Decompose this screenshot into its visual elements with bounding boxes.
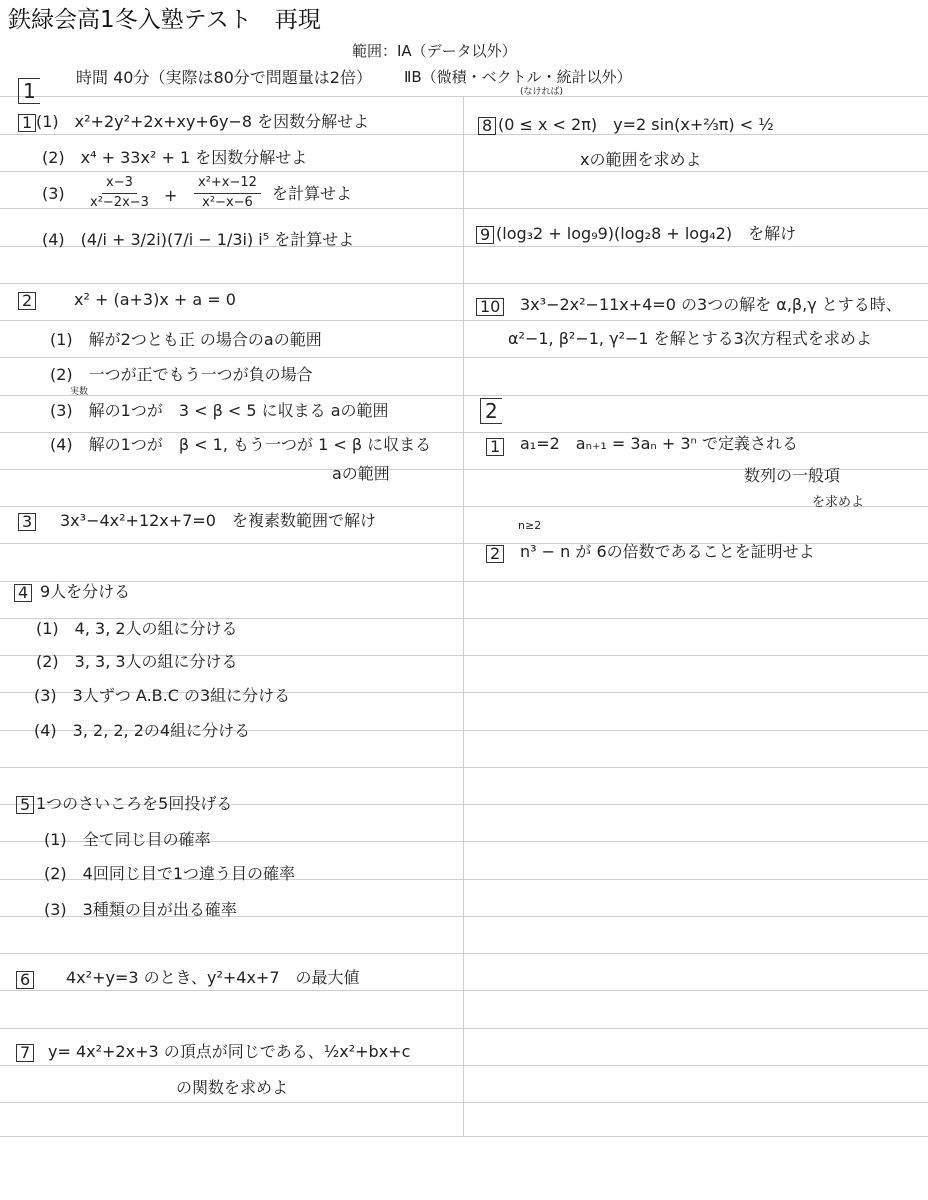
ruled-line [0,990,928,991]
fraction-numerator: x²+x−12 [194,176,261,194]
range-note: (なければ) [520,87,564,97]
question-number: 10 [476,298,504,316]
q2-part3-note: 実数 [70,387,89,397]
q8-text-2: xの範囲を求めよ [580,150,702,169]
q5-text: 1つのさいころを5回投げる [36,794,233,813]
fraction-denominator: x²−2x−3 [90,194,149,210]
range-label: 範囲：ⅠA（データ以外） [352,42,517,60]
ruled-line [0,1028,928,1029]
ruled-line [0,1065,928,1066]
q7-text-2: の関数を求めよ [176,1078,289,1097]
ruled-line [0,357,928,358]
fraction-1 [86,176,153,211]
q2-part1: (1) 解が2つとも正 の場合のaの範囲 [50,330,322,349]
question-number: 7 [16,1044,34,1062]
proof-statement: n³ − n が 6の倍数であることを証明せよ [520,542,815,561]
q4-part2: (2) 3, 3, 3人の組に分ける [36,652,238,671]
sequence-general-term: 数列の一般項 [744,466,841,485]
q4-part3: (3) 3人ずつ A.B.C の3組に分ける [34,686,291,705]
ruled-line [0,1102,928,1103]
q2-condition: n≥2 [518,519,542,532]
q5-part2: (2) 4回同じ目で1つ違う目の確率 [44,864,296,883]
q1-part1: (1) x²+2y²+2x+xy+6y−8 を因数分解せよ [36,112,370,131]
q2-part4-tail: aの範囲 [332,464,390,483]
q10-text-2: α²−1, β²−1, γ²−1 を解とする3次方程式を求めよ [508,329,872,348]
sequence-definition: a₁=2 aₙ₊₁ = 3aₙ + 3ⁿ で定義される [520,434,799,453]
q10-text: 3x³−2x²−11x+4=0 の3つの解を α,β,γ とする時、 [520,295,902,314]
fraction-denominator: x²−x−6 [202,194,253,210]
q1-part4: (4) (4/i + 3/2i)(7/i − 1/3i) i⁵ を計算せよ [42,230,355,249]
section2-mark: 2 [480,398,502,424]
question-number: 4 [14,584,32,602]
fraction-numerator: x−3 [102,176,137,194]
q4-text: 9人を分ける [40,582,131,601]
q2-part2: (2) 一つが正でもう一つが負の場合 [50,365,313,384]
ruled-line [0,134,928,135]
page-title: 鉄緑会高1冬入塾テスト 再現 [8,7,321,33]
q4-part4: (4) 3, 2, 2, 2の4組に分ける [34,721,251,740]
question-number: 8 [478,117,496,135]
plus-sign: + [164,186,178,205]
q2-part3: (3) 解の1つが 3 < β < 5 に収まる aの範囲 [50,401,389,420]
sequence-instruction: を求めよ [812,495,865,510]
q7-text: y= 4x²+2x+3 の頂点が同じである、½x²+bx+c [48,1042,411,1061]
question-number: 5 [16,796,34,814]
q6-text: 4x²+y=3 のとき、y²+4x+7 の最大値 [66,968,360,987]
question-number: 3 [18,513,36,531]
ruled-line [0,581,928,582]
q5-part1: (1) 全て同じ目の確率 [44,830,211,849]
q3-text: 3x³−4x²+12x+7=0 を複素数範囲で解け [60,511,376,530]
question-number: 9 [476,226,494,244]
q8-text: (0 ≤ x < 2π) y=2 sin(x+⅔π) < ½ [498,115,774,134]
ruled-line [0,767,928,768]
q1-part2: (2) x⁴ + 33x² + 1 を因数分解せよ [42,148,308,167]
ruled-line [0,506,928,507]
question-number: 1 [486,438,504,456]
q1-part3-tail: を計算せよ [272,184,353,203]
fraction-2 [194,176,261,211]
ruled-line [0,320,928,321]
ruled-line [0,395,928,396]
ruled-line [0,171,928,172]
ruled-line [0,283,928,284]
column-divider [463,96,464,1136]
question-number: 1 [18,114,36,132]
q9-text: (log₃2 + log₉9)(log₂8 + log₄2) を解け [496,224,797,243]
question-number: 2 [18,292,36,310]
q5-part3: (3) 3種類の目が出る確率 [44,900,237,919]
question-number: 2 [486,545,504,563]
ruled-line [0,96,928,97]
q1-part3-label: (3) [42,184,65,203]
ruled-line [0,432,928,433]
q4-part1: (1) 4, 3, 2人の組に分ける [36,619,238,638]
q2-part4: (4) 解の1つが β < 1, もう一つが 1 < β に収まる [50,435,432,454]
range-line2: ⅡB（微積・ベクトル・統計以外） [404,68,632,86]
ruled-line [0,1136,928,1137]
time-note: 時間 40分（実際は80分で問題量は2倍） [76,68,372,87]
section1-mark: 1 [18,78,40,104]
ruled-line [0,953,928,954]
question-number: 6 [16,971,34,989]
q2-equation: x² + (a+3)x + a = 0 [74,290,236,309]
